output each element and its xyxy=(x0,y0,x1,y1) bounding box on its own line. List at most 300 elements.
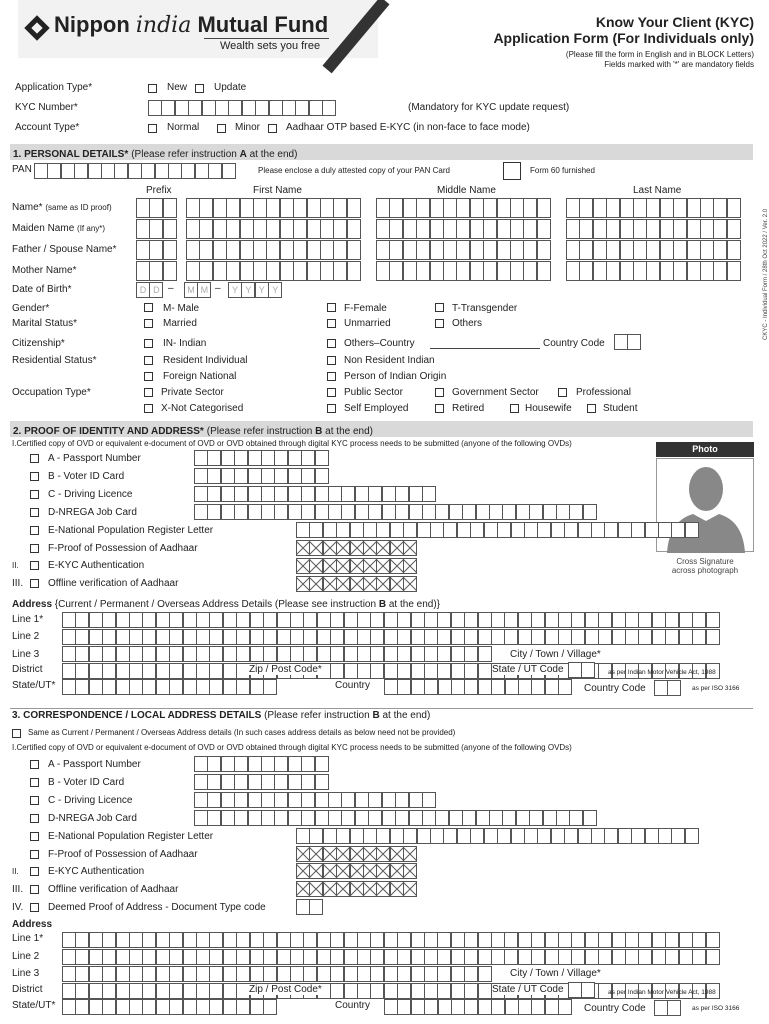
cell-box xyxy=(330,983,344,999)
cell-box xyxy=(344,966,358,982)
cell-box xyxy=(437,612,451,628)
form60-checkbox[interactable] xyxy=(503,162,521,180)
cell-box xyxy=(411,612,425,628)
cell-box xyxy=(518,999,532,1015)
cell-box xyxy=(476,504,490,520)
cell-box xyxy=(422,792,436,808)
maiden-prefix-cells[interactable] xyxy=(136,219,176,239)
state-code-cells[interactable] xyxy=(568,662,595,678)
poi-doc-checkbox[interactable] xyxy=(30,544,39,553)
cell-box xyxy=(397,663,411,679)
addr3-line2-cells[interactable] xyxy=(62,949,719,965)
cell-box xyxy=(296,899,310,915)
cell-box xyxy=(489,810,503,826)
cell-box xyxy=(403,828,417,844)
cell-box xyxy=(571,612,585,628)
poi-doc-checkbox[interactable] xyxy=(30,454,39,463)
pio-checkbox[interactable] xyxy=(327,372,336,381)
resident-individual-checkbox[interactable] xyxy=(144,356,153,365)
cell-box xyxy=(370,932,384,948)
cell-box xyxy=(183,966,197,982)
mother-prefix-cells[interactable] xyxy=(136,261,176,281)
cell-box xyxy=(303,629,317,645)
cell-box xyxy=(263,629,277,645)
cell-box xyxy=(223,949,237,965)
cell-box xyxy=(207,792,221,808)
cell-box xyxy=(328,504,342,520)
cell-box xyxy=(409,792,423,808)
cell-box xyxy=(658,828,672,844)
cell-box xyxy=(250,932,264,948)
cell-box xyxy=(593,198,607,218)
cell-box xyxy=(209,612,223,628)
cell-box xyxy=(169,932,183,948)
addr-line3-cells[interactable] xyxy=(62,646,491,662)
section-2-note: (Please refer instruction xyxy=(206,426,316,437)
cell-box xyxy=(194,504,208,520)
cell-box xyxy=(504,629,518,645)
poi3-doc-checkbox[interactable] xyxy=(30,832,39,841)
cell-box xyxy=(424,629,438,645)
cell-box xyxy=(221,792,235,808)
cell-box xyxy=(585,932,599,948)
cell-box xyxy=(149,198,163,218)
cell-box xyxy=(416,219,430,239)
cell-box xyxy=(564,828,578,844)
cell-box xyxy=(142,679,156,695)
nri-checkbox[interactable] xyxy=(327,356,336,365)
poi3-doc-checkbox[interactable] xyxy=(30,850,39,859)
cell-box xyxy=(389,261,403,281)
cell-box xyxy=(537,198,551,218)
cell-box xyxy=(250,679,264,695)
poi-doc-label: F-Proof of Possession of Aadhaar xyxy=(48,543,198,554)
poi-doc-number-cells[interactable] xyxy=(194,486,435,502)
poi3-doc-number-cells xyxy=(296,846,417,862)
normal-checkbox[interactable] xyxy=(148,124,157,133)
cell-box xyxy=(136,198,150,218)
cell-box xyxy=(558,999,572,1015)
cell-box xyxy=(209,949,223,965)
deemed-poa-code-cells[interactable] xyxy=(296,899,323,915)
cell-box xyxy=(464,932,478,948)
cell-box xyxy=(363,846,377,862)
dob-year-cells[interactable] xyxy=(228,282,282,298)
poi-doc-number-cells[interactable] xyxy=(194,468,328,484)
cell-box xyxy=(660,219,674,239)
cell-box xyxy=(288,504,302,520)
same-address-checkbox[interactable] xyxy=(12,729,21,738)
cell-box xyxy=(350,846,364,862)
offline-checkbox-3[interactable] xyxy=(30,885,39,894)
poi-doc-checkbox[interactable] xyxy=(30,508,39,517)
cell-box xyxy=(451,612,465,628)
cell-box xyxy=(116,999,130,1015)
country-code-cells[interactable] xyxy=(654,680,681,696)
male-checkbox[interactable] xyxy=(144,303,153,312)
cell-box xyxy=(129,629,143,645)
cell-box xyxy=(309,846,323,862)
indian-checkbox[interactable] xyxy=(144,339,153,348)
cell-box xyxy=(209,932,223,948)
cell-box xyxy=(368,504,382,520)
cell-box xyxy=(614,334,628,350)
cell-box xyxy=(638,949,652,965)
cell-box xyxy=(646,219,660,239)
mother-middle-cells[interactable] xyxy=(376,261,550,281)
cell-box xyxy=(370,983,384,999)
cell-box xyxy=(443,219,457,239)
iii-marker-3: III. xyxy=(12,884,24,895)
cell-box xyxy=(579,219,593,239)
cell-box xyxy=(195,163,209,179)
cell-box xyxy=(437,629,451,645)
resident-individual-label: Resident Individual xyxy=(163,355,248,366)
cell-box xyxy=(370,663,384,679)
addr3-line3-label: Line 3 xyxy=(12,968,40,979)
form-subtitle: Application Form (For Individuals only) xyxy=(493,30,754,46)
cell-box xyxy=(478,999,492,1015)
cell-box xyxy=(317,629,331,645)
cell-box xyxy=(102,983,116,999)
marital-others-checkbox[interactable] xyxy=(435,319,444,328)
maiden-first-cells[interactable] xyxy=(186,219,360,239)
private-sector-checkbox[interactable] xyxy=(144,388,153,397)
cell-box xyxy=(491,629,505,645)
addr-line3-label: Line 3 xyxy=(12,649,40,660)
state-label: State/UT* xyxy=(12,680,56,691)
cell-box xyxy=(236,949,250,965)
poi3-doc-checkbox[interactable] xyxy=(30,778,39,787)
cell-box xyxy=(344,932,358,948)
poi3-doc-checkbox[interactable] xyxy=(30,760,39,769)
offline-label-3: Offline verification of Aadhaar xyxy=(48,884,179,895)
cell-box xyxy=(288,774,302,790)
mother-first-cells[interactable] xyxy=(186,261,360,281)
cell-box xyxy=(411,966,425,982)
cell-box xyxy=(196,663,210,679)
deemed-poa-checkbox[interactable] xyxy=(30,903,39,912)
maiden-last-cells[interactable] xyxy=(566,219,740,239)
cell-box xyxy=(667,680,681,696)
update-checkbox[interactable] xyxy=(195,84,204,93)
cell-box xyxy=(333,240,347,260)
poi-doc-label: A - Passport Number xyxy=(48,453,141,464)
cell-box xyxy=(62,612,76,628)
cell-box xyxy=(142,966,156,982)
cell-box xyxy=(357,646,371,662)
cell-box xyxy=(102,679,116,695)
female-label: F-Female xyxy=(344,303,387,314)
cell-box xyxy=(221,756,235,772)
poi3-doc-checkbox[interactable] xyxy=(30,796,39,805)
father-last-cells[interactable] xyxy=(566,240,740,260)
cell-box xyxy=(424,983,438,999)
offline-checkbox[interactable] xyxy=(30,579,39,588)
cell-box xyxy=(336,540,350,556)
foreign-national-checkbox[interactable] xyxy=(144,372,153,381)
unmarried-checkbox[interactable] xyxy=(327,319,336,328)
cell-box xyxy=(355,486,369,502)
cell-box xyxy=(181,163,195,179)
cell-box xyxy=(646,240,660,260)
state-code-cells-3[interactable] xyxy=(568,982,595,998)
cell-box xyxy=(571,629,585,645)
cell-box xyxy=(209,966,223,982)
cell-box xyxy=(194,810,208,826)
mother-last-cells[interactable] xyxy=(566,261,740,281)
cell-box xyxy=(116,966,130,982)
cell-box xyxy=(355,792,369,808)
cell-box xyxy=(209,983,223,999)
residential-status-label: Residential Status* xyxy=(12,355,97,366)
name-last-cells[interactable] xyxy=(566,198,740,218)
father-middle-cells[interactable] xyxy=(376,240,550,260)
ekyc-label: E-KYC Authentication xyxy=(48,560,145,571)
cell-box xyxy=(424,932,438,948)
cell-box xyxy=(713,198,727,218)
cell-box xyxy=(263,646,277,662)
private-sector-label: Private Sector xyxy=(161,387,224,398)
cell-box xyxy=(390,846,404,862)
poi3-doc-number-cells[interactable] xyxy=(296,828,698,844)
others-country-checkbox[interactable] xyxy=(327,339,336,348)
poi-doc-checkbox[interactable] xyxy=(30,490,39,499)
cell-box xyxy=(62,949,76,965)
poi3-doc-number-cells[interactable] xyxy=(194,810,596,826)
father-first-cells[interactable] xyxy=(186,240,360,260)
self-employed-label: Self Employed xyxy=(344,403,409,414)
cell-box xyxy=(384,663,398,679)
occupation-label: Occupation Type* xyxy=(12,387,91,398)
cell-box xyxy=(645,522,659,538)
photo-header: Photo xyxy=(656,442,754,457)
new-checkbox[interactable] xyxy=(148,84,157,93)
addr3-line1-cells[interactable] xyxy=(62,932,719,948)
cell-box xyxy=(620,198,634,218)
cell-box xyxy=(288,792,302,808)
middle-name-header: Middle Name xyxy=(437,185,496,196)
cell-box xyxy=(234,756,248,772)
cell-box xyxy=(169,949,183,965)
cell-box xyxy=(395,810,409,826)
address-heading: Address {Current / Permanent / Overseas Address Details (Please see instruction B at the end)} xyxy=(12,599,441,610)
poi3-doc-number-cells[interactable] xyxy=(194,792,435,808)
kyc-number-field[interactable] xyxy=(148,100,336,116)
poi-doc-label: B - Voter ID Card xyxy=(48,471,125,482)
name-middle-cells[interactable] xyxy=(376,198,550,218)
addr3-line3-cells[interactable] xyxy=(62,966,491,982)
zip-label-3: Zip / Post Code* xyxy=(249,984,322,995)
cell-box xyxy=(411,983,425,999)
cell-box xyxy=(129,983,143,999)
cell-box xyxy=(234,774,248,790)
cell-box xyxy=(274,810,288,826)
cell-box xyxy=(248,810,262,826)
addr-line2-cells[interactable] xyxy=(62,629,719,645)
cell-box xyxy=(290,966,304,982)
cell-box xyxy=(309,540,323,556)
cell-box xyxy=(116,612,130,628)
cell-box xyxy=(625,932,639,948)
male-label: M- Male xyxy=(163,303,200,314)
country-code-cells-3[interactable] xyxy=(654,1000,681,1016)
not-categorised-checkbox[interactable] xyxy=(144,404,153,413)
cell-box xyxy=(136,261,150,281)
poi-doc-number-cells[interactable] xyxy=(194,504,596,520)
ekyc-checkbox-3[interactable] xyxy=(30,867,39,876)
cell-box xyxy=(700,219,714,239)
country-cells-3[interactable] xyxy=(384,999,572,1015)
cell-box xyxy=(183,949,197,965)
cell-box xyxy=(357,932,371,948)
cell-box xyxy=(88,163,102,179)
poi3-doc-number-cells[interactable] xyxy=(194,774,328,790)
cell-box xyxy=(687,261,701,281)
cell-box xyxy=(403,240,417,260)
retired-checkbox[interactable] xyxy=(435,404,444,413)
name-first-cells[interactable] xyxy=(186,198,360,218)
cell-box xyxy=(403,846,417,862)
housewife-checkbox[interactable] xyxy=(510,404,519,413)
cell-box xyxy=(341,504,355,520)
cell-box xyxy=(175,100,189,116)
state-cells[interactable] xyxy=(62,679,277,695)
cell-box xyxy=(382,792,396,808)
transgender-checkbox[interactable] xyxy=(435,303,444,312)
cell-box xyxy=(671,522,685,538)
self-employed-checkbox[interactable] xyxy=(327,404,336,413)
poi3-doc-number-cells[interactable] xyxy=(194,756,328,772)
cell-box xyxy=(213,240,227,260)
state-cells-3[interactable] xyxy=(62,999,277,1015)
addr-line1-cells[interactable] xyxy=(62,612,719,628)
poi-doc-checkbox[interactable] xyxy=(30,526,39,535)
cell-box xyxy=(226,219,240,239)
section-2-title: 2. PROOF OF IDENTITY AND ADDRESS* xyxy=(13,426,204,437)
cell-box xyxy=(248,792,262,808)
govt-sector-checkbox[interactable] xyxy=(435,388,444,397)
cell-box xyxy=(638,932,652,948)
cell-box xyxy=(524,828,538,844)
professional-checkbox[interactable] xyxy=(558,388,567,397)
cell-box xyxy=(430,261,444,281)
dob-month-cells[interactable] xyxy=(184,282,211,298)
cell-box xyxy=(234,792,248,808)
poi3-doc-checkbox[interactable] xyxy=(30,814,39,823)
cross-signature-note-2: across photograph xyxy=(671,566,739,575)
maiden-middle-cells[interactable] xyxy=(376,219,550,239)
section-2-note-end: at the end) xyxy=(322,426,373,437)
cell-box xyxy=(543,810,557,826)
section-3-title: 3. CORRESPONDENCE / LOCAL ADDRESS DETAILS xyxy=(12,710,262,721)
country-cells[interactable] xyxy=(384,679,572,695)
student-checkbox[interactable] xyxy=(587,404,596,413)
dob-day-cells[interactable] xyxy=(136,282,163,298)
section-1-header xyxy=(10,144,753,160)
father-prefix-cells[interactable] xyxy=(136,240,176,260)
cell-box xyxy=(156,612,170,628)
cell-box xyxy=(510,198,524,218)
citizenship-country-code-cells[interactable] xyxy=(614,334,641,350)
public-sector-checkbox[interactable] xyxy=(327,388,336,397)
cell-box xyxy=(478,663,492,679)
cell-box xyxy=(523,198,537,218)
others-country-line[interactable] xyxy=(430,348,540,349)
cell-box: D xyxy=(149,282,163,298)
cell-box xyxy=(128,163,142,179)
poi-doc-number-cells[interactable] xyxy=(194,450,328,466)
cell-box xyxy=(223,966,237,982)
poi-doc-checkbox[interactable] xyxy=(30,472,39,481)
poi-doc-label: C - Driving Licence xyxy=(48,489,133,500)
cell-box xyxy=(188,100,202,116)
cell-box xyxy=(403,198,417,218)
cell-box xyxy=(261,504,275,520)
cell-box xyxy=(355,504,369,520)
ii-marker-3: II. xyxy=(12,867,19,876)
cell-box xyxy=(75,932,89,948)
brand-logo-icon xyxy=(24,15,50,41)
married-checkbox[interactable] xyxy=(144,319,153,328)
cell-box xyxy=(266,219,280,239)
cell-box xyxy=(156,663,170,679)
ekyc-checkbox[interactable] xyxy=(30,561,39,570)
pan-field[interactable] xyxy=(34,163,235,179)
cell-box xyxy=(196,966,210,982)
cell-box xyxy=(497,219,511,239)
name-prefix-cells[interactable] xyxy=(136,198,176,218)
cell-box xyxy=(411,932,425,948)
cell-box xyxy=(156,999,170,1015)
cell-box xyxy=(478,983,492,999)
cell-box xyxy=(529,810,543,826)
cell-box xyxy=(376,240,390,260)
cell-box xyxy=(301,792,315,808)
aadhaar-ekyc-checkbox[interactable] xyxy=(268,124,277,133)
cell-box xyxy=(518,949,532,965)
maiden-name-label: Maiden Name (If any*) xyxy=(12,223,106,234)
cell-box xyxy=(571,949,585,965)
cell-box xyxy=(370,949,384,965)
motor-vehicle-note: as per Indian Motor Vehicle Act, 1988 xyxy=(608,669,716,676)
cell-box xyxy=(102,932,116,948)
dob-dash-2: – xyxy=(215,283,221,294)
cell-box xyxy=(320,240,334,260)
cell-box xyxy=(277,949,291,965)
cell-box xyxy=(236,932,250,948)
poi-doc-number-cells[interactable] xyxy=(296,522,698,538)
cell-box xyxy=(583,810,597,826)
cell-box xyxy=(89,966,103,982)
cell-box xyxy=(504,612,518,628)
cell-box xyxy=(277,932,291,948)
cell-box xyxy=(328,486,342,502)
cell-box xyxy=(652,612,666,628)
cell-box xyxy=(116,663,130,679)
cell-box xyxy=(303,612,317,628)
minor-checkbox[interactable] xyxy=(217,124,226,133)
cell-box xyxy=(706,629,720,645)
kyc-number-label: KYC Number* xyxy=(15,102,78,113)
cell-box xyxy=(537,240,551,260)
cell-box xyxy=(196,679,210,695)
cell-box xyxy=(363,558,377,574)
cell-box xyxy=(250,999,264,1015)
female-checkbox[interactable] xyxy=(327,303,336,312)
cell-box xyxy=(382,504,396,520)
cell-box xyxy=(129,966,143,982)
